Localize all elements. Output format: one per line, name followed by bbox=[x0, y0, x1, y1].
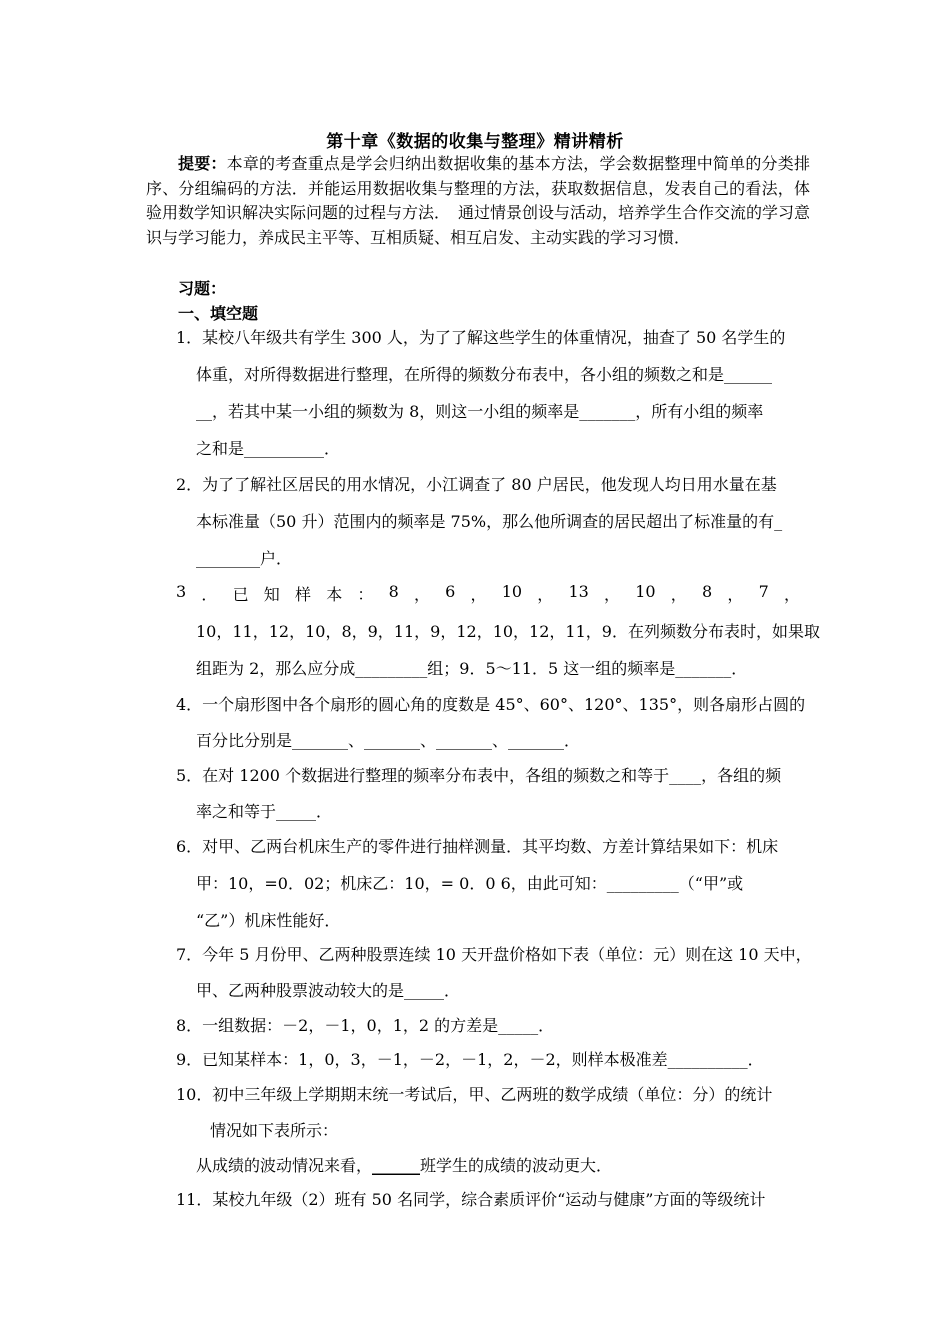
q3-line1-char: 样 bbox=[294, 585, 311, 604]
q6-line2: 甲：10，=0．02；机床乙：10，= 0．0 6，由此可知：_________（“甲”或 bbox=[196, 874, 744, 893]
q3-line1-char: ， bbox=[670, 585, 687, 604]
q3-line1-char: ． bbox=[201, 585, 218, 604]
q10-line3-post: 班学生的成绩的波动更大． bbox=[420, 1156, 613, 1175]
q1-line3: __，若其中某一小组的频数为 8，则这一小组的频率是_______，所有小组的频率 bbox=[196, 402, 764, 421]
q3-line1-char: 知 bbox=[263, 585, 280, 604]
q1-line2: 体重，对所得数据进行整理，在所得的频数分布表中，各小组的频数之和是______ bbox=[196, 365, 773, 384]
q10-line1: 10．初中三年级上学期期末统一考试后，甲、乙两班的数学成绩（单位：分）的统计 bbox=[176, 1085, 773, 1104]
q10-line3-pre: 从成绩的波动情况来看， bbox=[196, 1156, 373, 1175]
q3-line1-char: ， bbox=[604, 585, 621, 604]
q4-line1: 4．一个扇形图中各个扇形的圆心角的度数是 45°、60°、120°、135°，则各扇形占圆的 bbox=[176, 695, 806, 714]
q3-line1-char: 10 bbox=[635, 582, 656, 601]
q3-line1-char: ： bbox=[357, 585, 374, 604]
summary-label: 提要： bbox=[178, 154, 227, 173]
q1-line1: 1．某校八年级共有学生 300 人，为了了解这些学生的体重情况，抽查了 50 名学生的 bbox=[176, 328, 786, 347]
q7-line2: 甲、乙两种股票波动较大的是_____． bbox=[196, 981, 461, 1000]
q9-line1: 9．已知某样本：1，0，3，－1，－2，－1，2，－2，则样本极准差__________． bbox=[176, 1050, 764, 1069]
section-heading: 一、填空题 bbox=[178, 304, 259, 323]
q2-line2: 本标准量（50 升）范围内的频率是 75%，那么他所调查的居民超出了标准量的有_ bbox=[196, 512, 783, 531]
q3-line1-char: 本 bbox=[326, 585, 343, 604]
q5-line2: 率之和等于_____． bbox=[196, 802, 333, 821]
q3-line1-char: ， bbox=[470, 585, 487, 604]
q3-line1-char: 10 bbox=[501, 582, 523, 601]
q6-line3: “乙”）机床性能好． bbox=[196, 911, 341, 930]
q2-line1: 2．为了了解社区居民的用水情况，小江调查了 80 户居民，他发现人均日用水量在基 bbox=[176, 475, 777, 494]
summary-paragraph bbox=[146, 152, 810, 250]
q7-line1: 7．今年 5 月份甲、乙两种股票连续 10 天开盘价格如下表（单位：元）则在这 10 天中， bbox=[176, 945, 812, 964]
q6-line1: 6．对甲、乙两台机床生产的零件进行抽样测量．其平均数、方差计算结果如下：机床 bbox=[176, 837, 779, 856]
summary-text: 本章的考查重点是学会归纳出数据收集的基本方法，学会数据整理中简单的分类排序、分组编码的方法．并能运用数据收集与整理的方法，获取数据信息，发表自己的看法，体验用数学知识解决实际问题的过程与方法． 通过情景创设与活动，培养学生合作交流的学习意识与学习能力，养成民主平等、互相质疑、相互启发、主动实践的学习习惯． bbox=[146, 154, 811, 247]
q5-line1: 5．在对 1200 个数据进行整理的频率分布表中，各组的频数之和等于____，各组的频 bbox=[176, 766, 782, 785]
q1-line4: 之和是__________． bbox=[196, 439, 341, 458]
q3-line2: 10，11，12，10，8，9，11，9，12，10，12，11，9．在列频数分布表时，如果取 bbox=[196, 622, 820, 641]
q10-blank: ______ bbox=[372, 1156, 421, 1175]
q10-line2: 情况如下表所示： bbox=[210, 1121, 339, 1140]
q3-line3: 组距为 2，那么应分成_________组；9．5～11．5 这一组的频率是_______． bbox=[196, 659, 748, 678]
q3-line1 bbox=[176, 582, 800, 605]
q3-line1-char: 8 bbox=[388, 582, 399, 601]
exercise-label: 习题： bbox=[178, 279, 227, 298]
page-title: 第十章《数据的收集与整理》精讲精析 bbox=[326, 132, 624, 152]
q11-line1: 11．某校九年级（2）班有 50 名同学，综合素质评价“运动与健康”方面的等级统计 bbox=[176, 1190, 766, 1209]
q4-line2: 百分比分别是_______、_______、_______、_______． bbox=[196, 731, 581, 750]
q3-line1-char: ， bbox=[783, 585, 800, 604]
q3-line1-char: 8 bbox=[702, 582, 713, 601]
q10-line3 bbox=[196, 1153, 612, 1176]
q3-line1-char: ， bbox=[537, 585, 554, 604]
q3-line1-char: 7 bbox=[758, 582, 769, 601]
q3-line1-char: 3 bbox=[176, 582, 187, 601]
q3-line1-char: 13 bbox=[568, 582, 589, 601]
q3-line1-char: ， bbox=[727, 585, 744, 604]
q3-line1-char: ， bbox=[413, 585, 430, 604]
q3-line1-char: 6 bbox=[445, 582, 456, 601]
q2-line3: ________户． bbox=[196, 549, 293, 568]
q8-line1: 8．一组数据：－2，－1，0，1，2 的方差是_____． bbox=[176, 1016, 555, 1035]
q3-line1-char: 已 bbox=[232, 585, 249, 604]
